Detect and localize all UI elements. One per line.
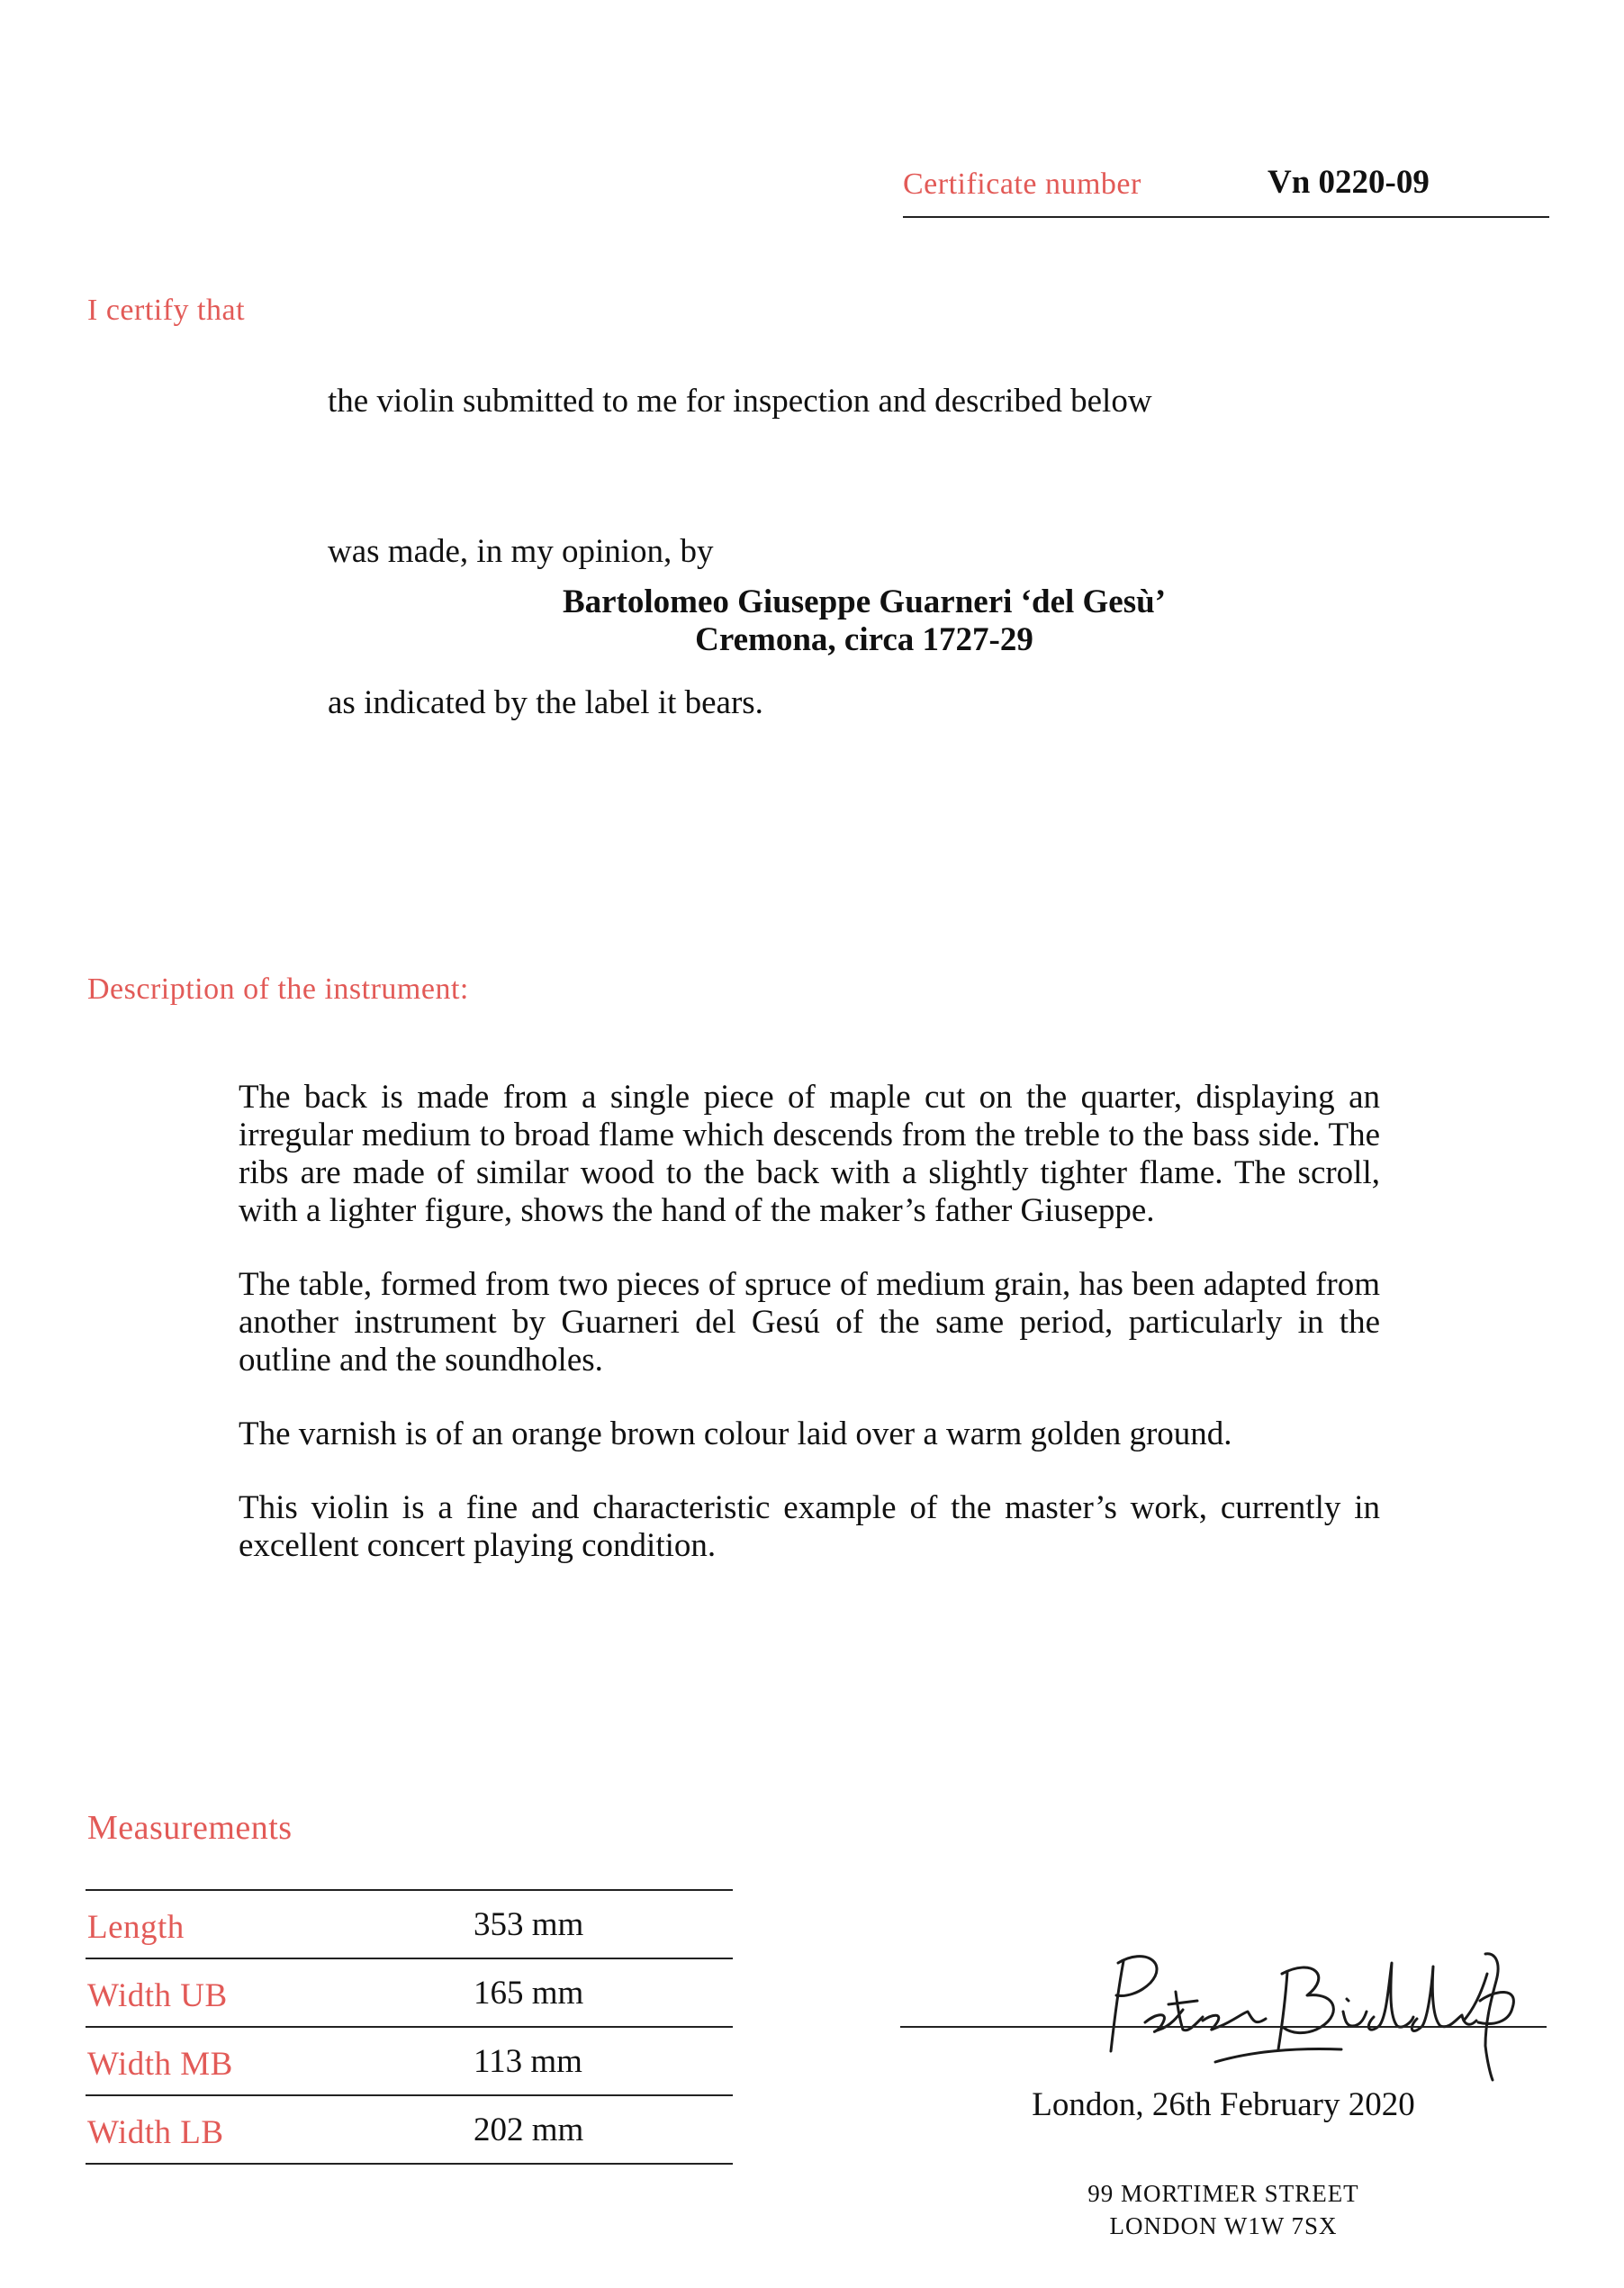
maker-name: Bartolomeo Giuseppe Guarneri ‘del Gesù’ xyxy=(562,583,1167,620)
handwritten-signature xyxy=(1062,1936,1530,2085)
description-paragraph: This violin is a fine and characteristic example of the master’s work, currently in excellent concert playing condition. xyxy=(239,1489,1380,1564)
measurement-row xyxy=(86,1889,733,1958)
maker-block xyxy=(540,583,1188,659)
measurement-label: Width LB xyxy=(87,2114,224,2151)
measurement-value: 353 mm xyxy=(474,1906,584,1943)
measurement-row xyxy=(86,2094,733,2165)
description-paragraph: The varnish is of an orange brown colour laid over a warm golden ground. xyxy=(239,1415,1232,1452)
description-body xyxy=(239,1079,1380,1601)
address-line: LONDON W1W 7SX xyxy=(1109,2212,1338,2239)
certify-heading: I certify that xyxy=(87,294,246,327)
description-paragraph: The back is made from a single piece of maple cut on the quarter, displaying an irregular medium to broad flame which descends from the treble to the bass side. The ribs are made of similar wood to the back with a slightly tighter flame. The scroll, with a lighter figure, shows the hand of the maker’s father Giuseppe. xyxy=(239,1079,1380,1229)
measurement-row xyxy=(86,1958,733,2026)
certificate-number: Vn 0220-09 xyxy=(1268,164,1430,201)
measurement-value: 113 mm xyxy=(474,2043,582,2080)
measurements-table xyxy=(86,1889,733,2165)
maker-origin: Cremona, circa 1727-29 xyxy=(695,621,1033,658)
address-line: 99 MORTIMER STREET xyxy=(1087,2180,1359,2207)
statement-line-2: was made, in my opinion, by xyxy=(328,533,714,570)
measurement-value: 165 mm xyxy=(474,1975,584,2012)
measurement-label: Length xyxy=(87,1909,185,1946)
statement-line-3: as indicated by the label it bears. xyxy=(328,684,763,721)
measurement-row xyxy=(86,2026,733,2094)
description-paragraph: The table, formed from two pieces of spruce of medium grain, has been adapted from another instrument by Guarneri del Gesú of the same period, particularly in the outline and the soundholes. xyxy=(239,1266,1380,1379)
certificate-number-rule xyxy=(903,216,1549,218)
measurement-label: Width UB xyxy=(87,1977,228,2014)
measurements-heading: Measurements xyxy=(87,1809,293,1847)
address xyxy=(900,2177,1547,2242)
certificate-number-label: Certificate number xyxy=(903,167,1141,201)
place-and-date: London, 26th February 2020 xyxy=(1032,2086,1415,2123)
signature-rule xyxy=(900,2026,1547,2028)
statement-line-1: the violin submitted to me for inspection and described below xyxy=(328,383,1152,420)
measurement-value: 202 mm xyxy=(474,2112,584,2148)
measurement-label: Width MB xyxy=(87,2046,233,2083)
description-heading: Description of the instrument: xyxy=(87,972,469,1006)
